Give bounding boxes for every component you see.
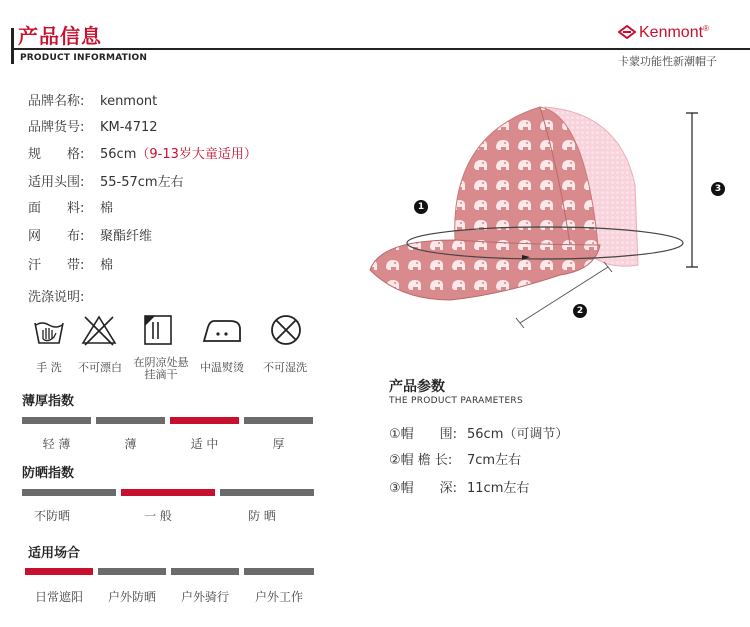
sun-bar-2 [220, 489, 314, 496]
param-row-depth: ③帽 深: 11cm左右 [389, 481, 530, 496]
brand-slogan: 卡蒙功能性新潮帽子 [618, 55, 717, 68]
occasion-bar-2 [171, 568, 239, 575]
sun-bar-0 [22, 489, 116, 496]
param-row-brim: ②帽 檐 长: 7cm左右 [389, 453, 522, 468]
thickness-bar-2-selected [170, 417, 239, 424]
cap-product-image [360, 95, 700, 335]
thickness-bar-3 [244, 417, 313, 424]
thickness-bar-1 [96, 417, 165, 424]
occasion-label-0: 日常遮阳 [34, 590, 83, 604]
brand-name: Kenmont [639, 24, 704, 41]
hand-wash-icon [32, 313, 66, 347]
occasion-bar-3 [244, 568, 314, 575]
info-row-size: 规 格: 56cm（9-13岁大童适用） [28, 147, 257, 162]
thickness-label-3: 厚 [272, 437, 285, 451]
info-row-head: 适用头围: 55-57cm左右 [28, 175, 184, 190]
page-title: 产品信息 [18, 24, 102, 48]
wash-label-bleach: 不可漂白 [78, 361, 122, 374]
param-row-circumference: ①帽 围: 56cm（可调节） [389, 427, 569, 442]
params-subtitle: THE PRODUCT PARAMETERS [389, 396, 523, 406]
occasion-label-3: 户外工作 [254, 590, 303, 604]
occasion-label-2: 户外骑行 [180, 590, 229, 604]
info-row-mesh: 网 布: 聚酯纤维 [28, 229, 153, 244]
info-row-brand: 品牌名称: kenmont [28, 94, 158, 109]
marker-3: 3 [711, 182, 725, 196]
occasion-label-1: 户外防晒 [107, 590, 156, 604]
thickness-label-1: 薄 [124, 437, 137, 451]
wash-label-hand: 手 洗 [36, 361, 62, 374]
size-age-note: （9-13岁大童适用） [136, 147, 257, 162]
sun-label-0: 不防晒 [33, 509, 70, 523]
info-row-sku: 品牌货号: KM-4712 [28, 120, 158, 135]
header-accent-bar [11, 28, 14, 64]
params-title: 产品参数 [389, 379, 445, 395]
thickness-label-2: 适 中 [190, 437, 219, 451]
sun-bar-1-selected [121, 489, 215, 496]
occasion-bar-1 [98, 568, 166, 575]
wash-label-iron: 中温熨烫 [200, 361, 244, 374]
kenmont-logo-icon [618, 25, 636, 39]
sun-label-2: 防 晒 [248, 509, 276, 523]
occasion-bar-0-selected [25, 568, 93, 575]
brand-logo: Kenmont® [618, 24, 709, 42]
info-row-sweatband: 汗 带: 棉 [28, 258, 114, 273]
wash-title: 洗涤说明: [28, 290, 85, 305]
no-bleach-icon [80, 313, 114, 347]
occasion-title: 适用场合 [28, 546, 81, 561]
marker-2: 2 [573, 304, 587, 318]
marker-1: 1 [414, 200, 428, 214]
thickness-title: 薄厚指数 [22, 394, 75, 409]
wash-label-wet: 不可湿洗 [263, 361, 307, 374]
thickness-label-0: 轻 薄 [42, 437, 71, 451]
iron-medium-icon [200, 313, 234, 347]
sun-label-1: 一 般 [144, 509, 172, 523]
wash-label-dry: 在阴凉处悬挂滴干 [133, 356, 189, 381]
sun-title: 防晒指数 [22, 466, 75, 481]
info-row-fabric: 面 料: 棉 [28, 201, 114, 216]
no-wet-clean-icon [268, 313, 302, 347]
page-subtitle: PRODUCT INFORMATION [20, 53, 148, 63]
header-divider [11, 48, 750, 50]
line-dry-shade-icon [143, 313, 177, 347]
thickness-bar-0 [22, 417, 91, 424]
